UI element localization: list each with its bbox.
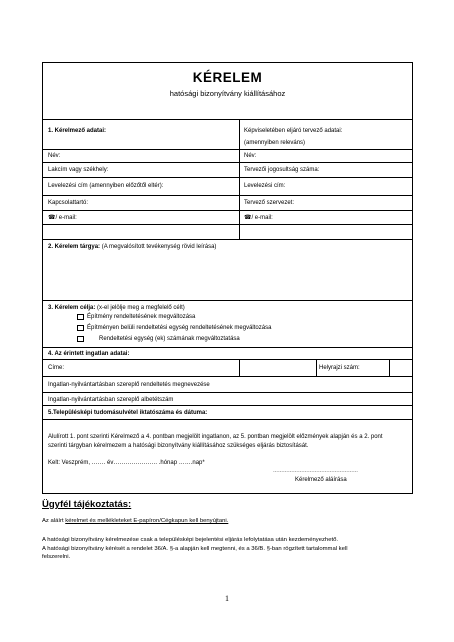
rule xyxy=(43,419,412,420)
column-divider xyxy=(389,359,390,376)
signature-dots: …………………………………………… xyxy=(273,468,358,474)
rule xyxy=(43,405,412,406)
rule xyxy=(43,347,412,348)
rule xyxy=(43,195,412,196)
page-number: 1 xyxy=(225,594,229,603)
purpose-option-1: Építmény rendeltetésének megváltozása xyxy=(87,314,196,320)
purpose-option-3: Rendeltetési egység (ek) számának megváltoztatása xyxy=(99,336,240,342)
info-paragraph-2: A hatósági bizonyítvány kérelmezése csak a településképi bejelentési eljárás lefolytatása után kezdeményezhető. xyxy=(42,537,339,543)
section2-title: 2. Kérelem tárgya: xyxy=(48,244,101,250)
rule xyxy=(43,359,412,360)
rule xyxy=(43,376,412,377)
date-line: Kelt: Veszprém, ……. év…………………. .hónap …….nap* xyxy=(48,460,205,466)
rule xyxy=(43,149,412,150)
property-address-label: Címe: xyxy=(48,365,65,371)
info-paragraph-1 xyxy=(42,517,422,525)
form-title: KÉRELEM xyxy=(192,70,263,85)
rule xyxy=(43,177,412,178)
section3-note: (x-el jelölje meg a megfelelő célt) xyxy=(95,305,185,311)
rule xyxy=(43,162,412,163)
designer-mailing-label: Levelezési cím: xyxy=(244,183,286,189)
info-paragraph-3-line2: felszerelni. xyxy=(42,554,71,560)
declaration-line1: Alulírott 1. pont szerinti Kérelmező a 4. pontban megjelölt ingatlanon, az 5. pontban megjelölt előzmények alapján és a 2. pont xyxy=(48,434,383,440)
info-heading: Ügyfél tájékoztatás: xyxy=(42,499,132,510)
designer-license-label: Tervezői jogosultság száma: xyxy=(244,167,320,173)
applicant-name-label: Név: xyxy=(48,153,61,159)
purpose-option-2: Építményen belüli rendeltetési egység rendeltetésének megváltozása xyxy=(87,325,272,331)
rule xyxy=(43,239,412,240)
rule xyxy=(43,300,412,301)
section3-heading xyxy=(48,304,185,312)
rule xyxy=(43,224,412,225)
column-divider xyxy=(239,359,240,376)
column-divider xyxy=(316,359,317,376)
designer-phone-email-label: ☎/ e-mail: xyxy=(244,215,273,221)
signature-label: Kérelmező aláírása xyxy=(295,477,347,483)
info-paragraph-3-line1: A hatósági bizonyítvány kérését a rendelet 36/A. §-a alapján kell megtenni, és a 36/B. §-ban rögzített tartalommal kell xyxy=(42,546,348,552)
section5-heading: 5.Településképi tudomásulvétel iktatószáma és dátuma: xyxy=(48,410,208,416)
info-p1-prefix: Az aláírt xyxy=(42,518,66,524)
section2-note: (A megvalósított tevékenység rövid leírása) xyxy=(100,244,217,250)
designer-organization-label: Tervező szervezet: xyxy=(244,200,295,206)
submission-info-link[interactable]: kérelmet és mellékleteket E-papíron/Cégkapun kell benyújtani. xyxy=(65,518,229,524)
applicant-phone-email-label: ☎/ e-mail: xyxy=(48,215,77,221)
purpose-checkbox-3[interactable] xyxy=(77,336,84,342)
section2-heading xyxy=(48,243,216,251)
section1-heading: 1. Kérelmező adatai: xyxy=(48,128,107,134)
request-subject-field[interactable] xyxy=(45,252,410,299)
applicant-address-label: Lakcím vagy székhely: xyxy=(48,167,109,173)
rule xyxy=(43,210,412,211)
parcel-number-label: Helyrajzi szám: xyxy=(319,365,360,371)
form-subtitle: hatósági bizonyítvány kiállításához xyxy=(169,89,286,98)
section1-designer-note: (amennyiben releváns) xyxy=(244,140,306,146)
request-form xyxy=(42,62,413,494)
purpose-checkbox-2[interactable] xyxy=(77,325,84,331)
declaration-line2: szerinti tárgyban kérelmezem a hatósági bizonyítvány kiállításához szükséges eljárás biztosítását. xyxy=(48,443,309,449)
section3-title: 3. Kérelem célja: xyxy=(48,305,96,311)
section4-heading: 4. Az érintett ingatlan adatai: xyxy=(48,351,130,357)
rule xyxy=(43,119,412,120)
purpose-checkbox-1[interactable] xyxy=(77,314,84,320)
section1-designer-heading: Képviseletében eljáró tervező adatai: xyxy=(244,128,343,134)
column-divider xyxy=(239,119,240,239)
registered-unit-label: Ingatlan-nyilvántartásban szereplő albetétszám xyxy=(48,397,174,403)
applicant-mailing-label: Levelezési cím (amennyiben előzőtől eltér): xyxy=(48,183,164,189)
designer-name-label: Név: xyxy=(244,153,257,159)
rule xyxy=(43,392,412,393)
applicant-contact-label: Kapcsolattartó: xyxy=(48,200,89,206)
registered-purpose-label: Ingatlan-nyilvántartásban szereplő rendeltetés megnevezése xyxy=(48,382,210,388)
